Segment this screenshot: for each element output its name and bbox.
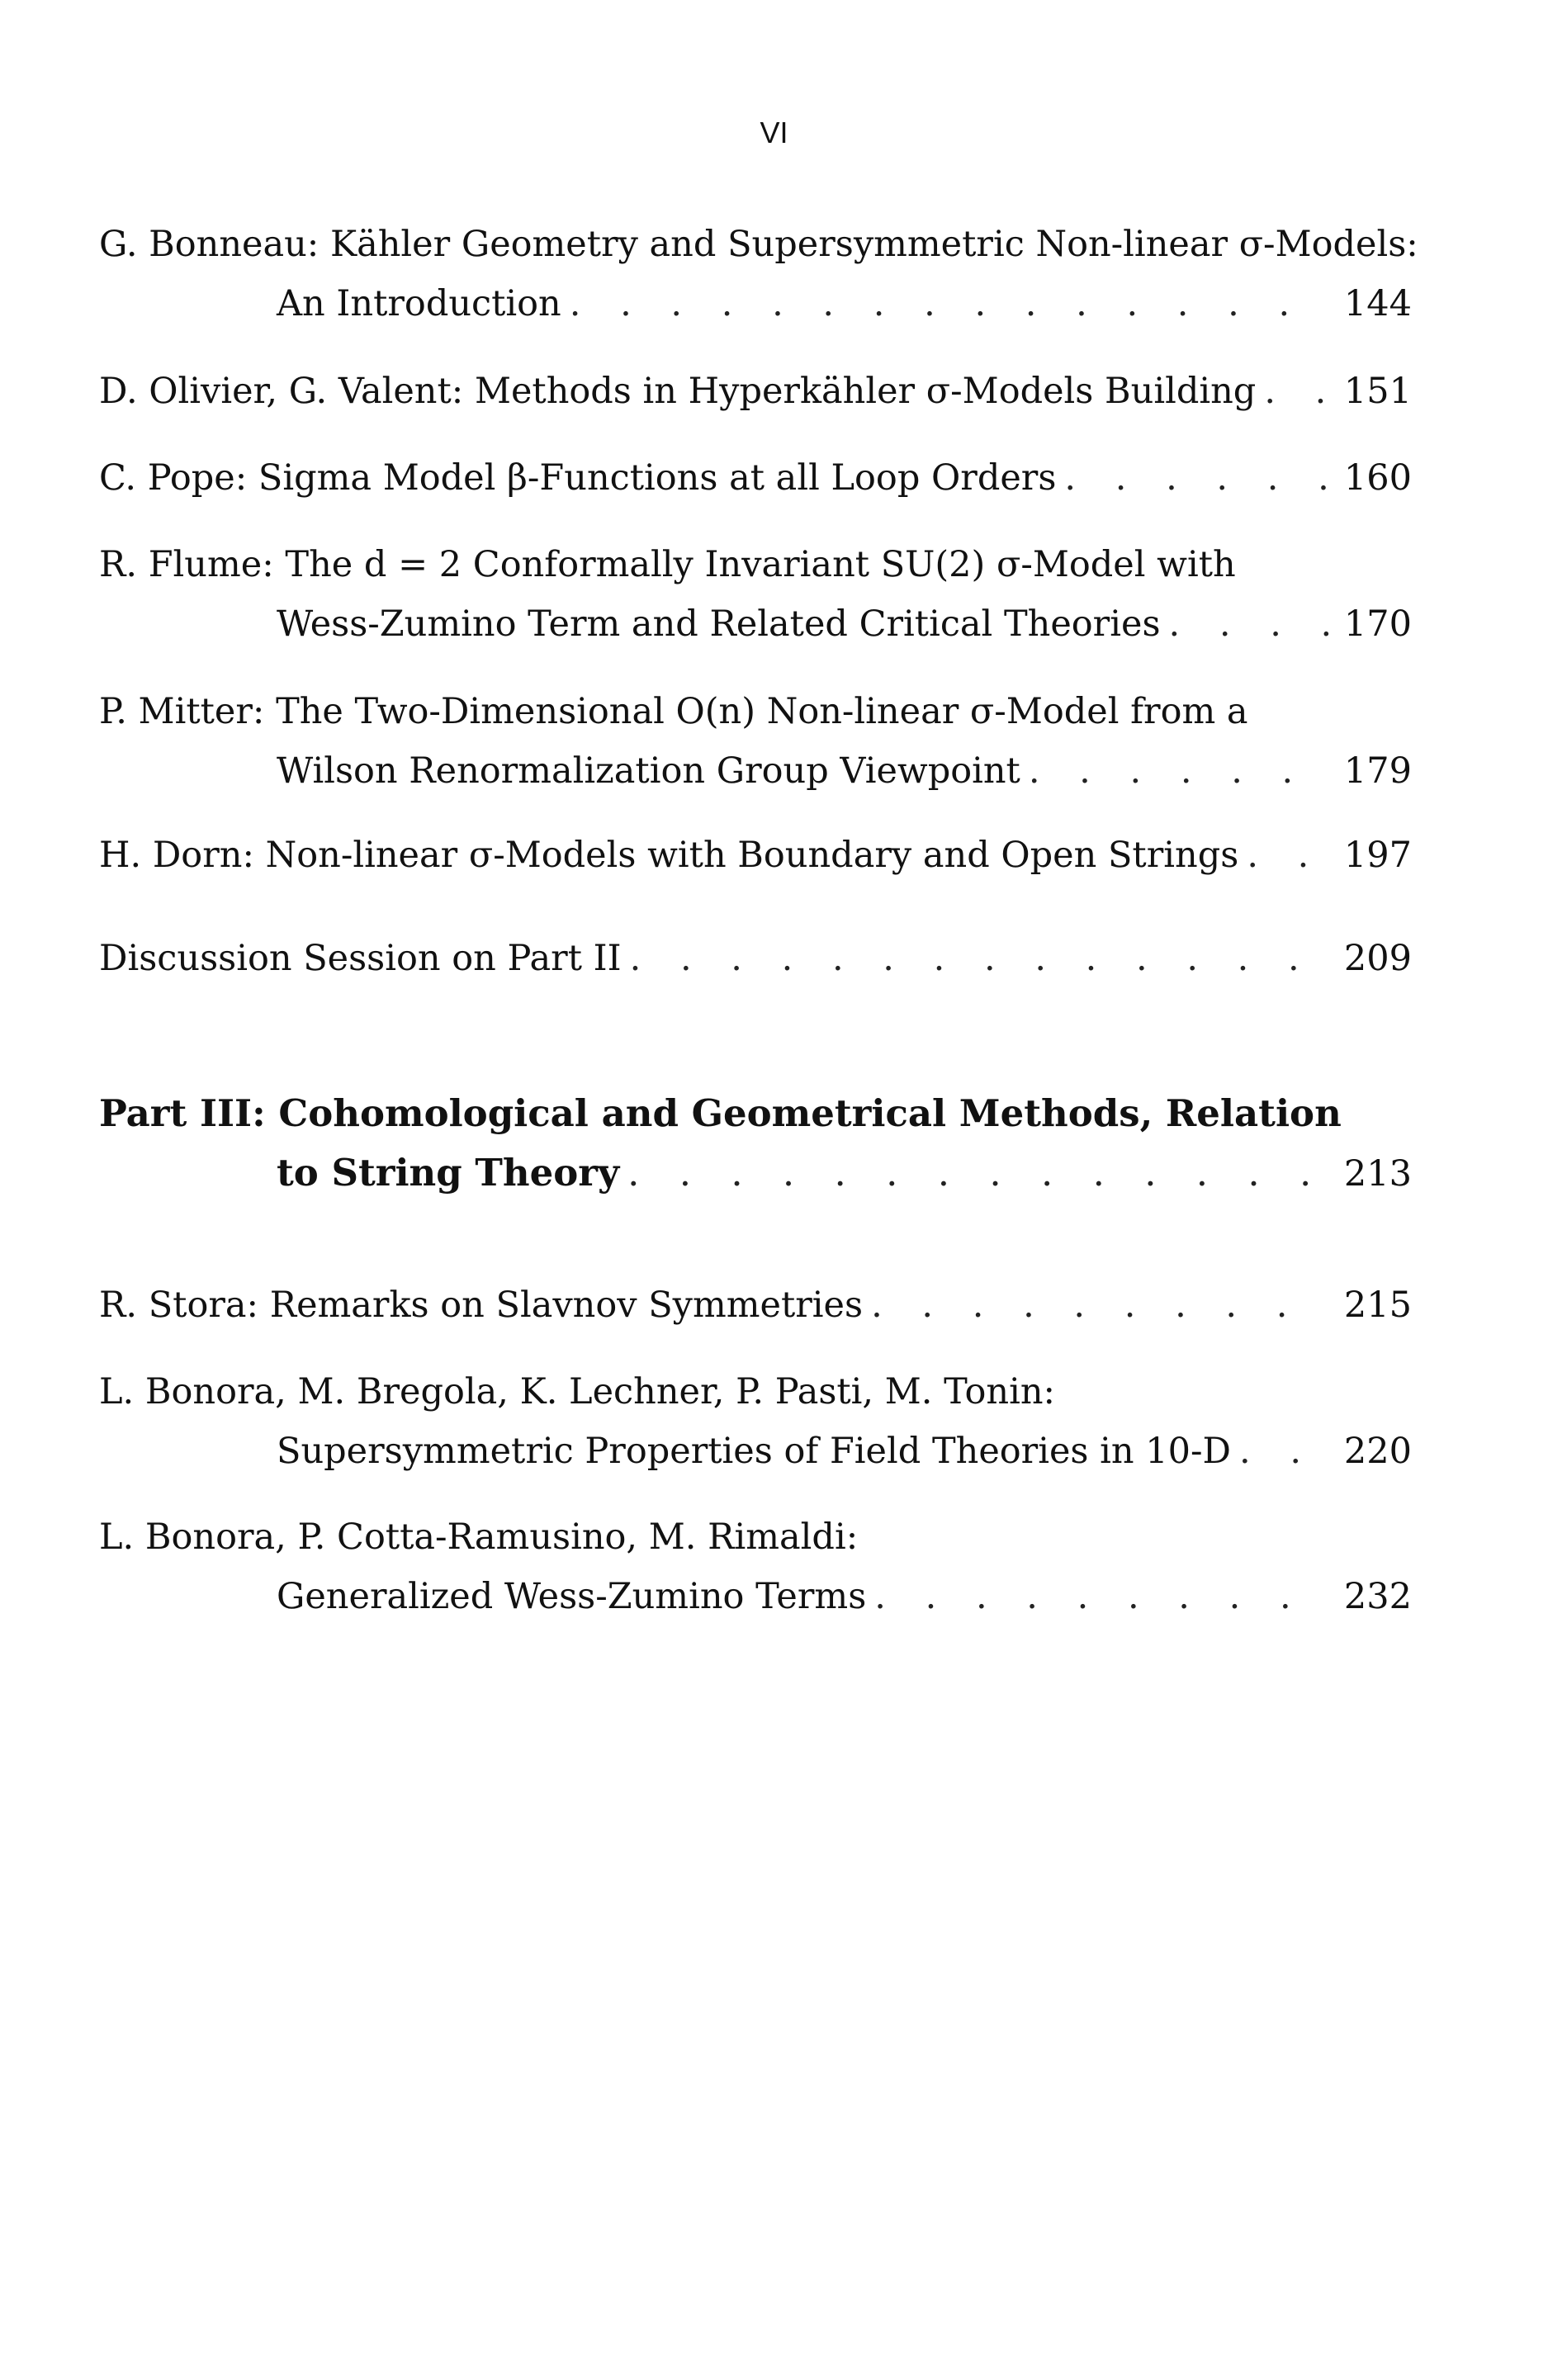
entry-page-number: 144 — [1343, 283, 1412, 324]
entry-page-number: 151 — [1343, 371, 1412, 412]
part-title-continued: to String Theory — [277, 1151, 620, 1195]
entry-title: Remarks on Slavnov Symmetries — [269, 1285, 864, 1326]
toc-entry-mitter — [99, 682, 1412, 801]
entry-page-number: 209 — [1343, 938, 1412, 979]
part-label: Part III: — [99, 1091, 266, 1135]
toc-entry-stora — [99, 1275, 1412, 1335]
entry-title-continued: Wess-Zumino Term and Related Critical Theories — [277, 603, 1161, 645]
entry-page-number: 160 — [1343, 457, 1412, 499]
entry-page-number: 197 — [1343, 835, 1412, 876]
entry-title-continued: An Introduction — [277, 283, 561, 324]
entry-authors: D. Olivier, G. Valent: — [99, 371, 464, 412]
dot-leader — [871, 1275, 1329, 1335]
toc-entry-flume — [99, 535, 1412, 654]
part-title: Cohomological and Geometrical Methods, Relation — [278, 1091, 1342, 1135]
dot-leader — [627, 1143, 1329, 1203]
entry-page-number: 220 — [1343, 1431, 1412, 1472]
entry-page-number: 232 — [1343, 1576, 1412, 1617]
entry-title: Sigma Model β-Functions at all Loop Orders — [258, 457, 1057, 499]
entry-page-number: 170 — [1343, 603, 1412, 645]
part-iii-heading — [99, 1084, 1412, 1203]
toc-entry-bonora-cotta-ramusino — [99, 1507, 1412, 1626]
entry-title: Kähler Geometry and Supersymmetric Non-linear σ-Models: — [329, 224, 1418, 265]
dot-leader — [1264, 362, 1329, 421]
dot-leader — [1029, 741, 1329, 801]
entry-authors: L. Bonora, P. Cotta-Ramusino, M. Rimaldi: — [99, 1516, 859, 1558]
entry-title-continued: Supersymmetric Properties of Field Theories in 10-D — [277, 1431, 1231, 1472]
dot-leader — [1169, 594, 1329, 654]
dot-leader — [630, 929, 1329, 988]
entry-authors: G. Bonneau: — [99, 224, 320, 265]
entry-authors: R. Flume: — [99, 544, 274, 585]
entry-authors: P. Mitter: — [99, 691, 265, 732]
toc-entry-discussion-session — [99, 929, 1412, 988]
entry-page-number: 215 — [1343, 1285, 1412, 1326]
entry-page-number: 179 — [1343, 750, 1412, 792]
entry-title-continued: Wilson Renormalization Group Viewpoint — [277, 750, 1020, 792]
toc-entry-dorn — [99, 826, 1412, 885]
dot-leader — [570, 274, 1329, 334]
dot-leader — [1239, 1422, 1329, 1481]
entry-title: Methods in Hyperkähler σ-Models Building — [474, 371, 1257, 412]
toc-entry-bonora-bregola — [99, 1362, 1412, 1481]
dot-leader — [1247, 826, 1329, 885]
entry-authors: C. Pope: — [99, 457, 248, 499]
toc-entry-pope — [99, 448, 1412, 508]
entry-title-continued: Generalized Wess-Zumino Terms — [277, 1576, 867, 1617]
entry-title: Discussion Session on Part II — [99, 938, 622, 979]
dot-leader — [1064, 448, 1329, 508]
toc-entry-bonneau — [99, 215, 1418, 334]
dot-leader — [874, 1567, 1329, 1626]
entry-authors: H. Dorn: — [99, 835, 254, 876]
entry-title: Non-linear σ-Models with Boundary and Open Strings — [265, 835, 1239, 876]
page-number: VI — [760, 116, 788, 149]
entry-title: The d = 2 Conformally Invariant SU(2) σ-Model with — [285, 544, 1236, 585]
entry-authors: L. Bonora, M. Bregola, K. Lechner, P. Pasti, M. Tonin: — [99, 1371, 1055, 1412]
part-page-number: 213 — [1343, 1153, 1412, 1195]
toc-entry-olivier-valent — [99, 362, 1412, 421]
entry-title: The Two-Dimensional O(n) Non-linear σ-Model from a — [276, 691, 1248, 732]
entry-authors: R. Stora: — [99, 1285, 259, 1326]
